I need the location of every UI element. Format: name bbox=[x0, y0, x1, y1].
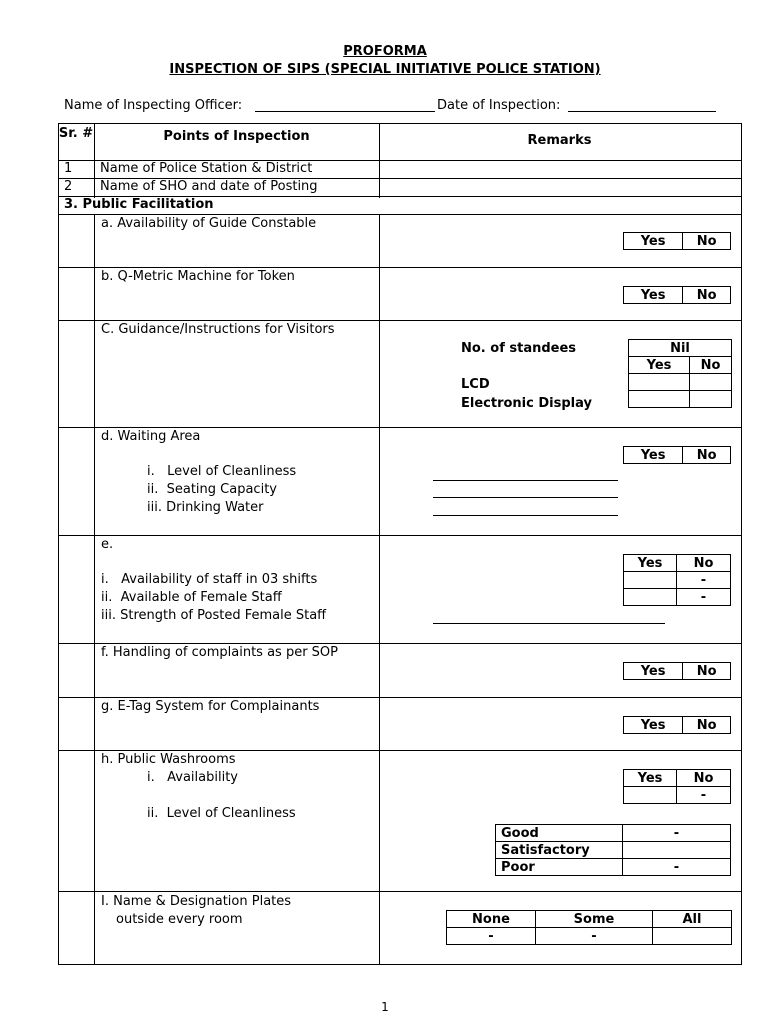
item-d-yesno bbox=[623, 446, 731, 464]
item-I-label-2: outside every room bbox=[116, 912, 243, 927]
page-number: 1 bbox=[381, 1000, 389, 1014]
page-title: PROFORMA bbox=[343, 44, 427, 59]
item-a-yesno bbox=[623, 232, 731, 250]
row-divider bbox=[58, 427, 741, 428]
female-yes-cell[interactable] bbox=[624, 589, 677, 606]
cleanliness-field[interactable] bbox=[433, 480, 618, 481]
officer-field[interactable] bbox=[255, 111, 435, 112]
section-3-heading: 3. Public Facilitation bbox=[64, 197, 214, 212]
item-e-grid bbox=[623, 554, 731, 606]
display-yes-cell[interactable] bbox=[629, 391, 690, 408]
item-b-yesno bbox=[623, 286, 731, 304]
plates-all: All bbox=[653, 911, 732, 928]
item-a-label: a. Availability of Guide Constable bbox=[101, 216, 317, 231]
nil-cell[interactable]: Nil bbox=[629, 340, 732, 357]
no-cell[interactable]: No bbox=[677, 555, 731, 572]
yes-cell[interactable]: Yes bbox=[624, 663, 683, 680]
date-label: Date of Inspection: bbox=[437, 98, 561, 113]
no-cell[interactable]: No bbox=[683, 233, 731, 250]
lcd-label: LCD bbox=[461, 377, 490, 392]
item-d-iii: iii. Drinking Water bbox=[147, 500, 264, 515]
item-f-label: f. Handling of complaints as per SOP bbox=[101, 645, 339, 660]
shifts-yes-cell[interactable] bbox=[624, 572, 677, 589]
row-divider bbox=[58, 320, 741, 321]
rating-good: Good bbox=[496, 825, 623, 842]
no-cell[interactable]: No bbox=[683, 663, 731, 680]
no-cell[interactable]: No bbox=[677, 770, 731, 787]
rating-satisfactory: Satisfactory bbox=[496, 842, 623, 859]
lcd-no-cell[interactable] bbox=[690, 374, 732, 391]
display-no-cell[interactable] bbox=[690, 391, 732, 408]
item-b-label: b. Q-Metric Machine for Token bbox=[101, 269, 295, 284]
item-f-yesno bbox=[623, 662, 731, 680]
item-h-i: i. Availability bbox=[147, 770, 238, 785]
yes-cell[interactable]: Yes bbox=[624, 717, 683, 734]
no-cell[interactable]: No bbox=[683, 447, 731, 464]
standees-label: No. of standees bbox=[461, 341, 577, 356]
row-divider bbox=[58, 891, 741, 892]
row-divider bbox=[58, 535, 741, 536]
item-g-label: g. E-Tag System for Complainants bbox=[101, 699, 320, 714]
female-no-cell[interactable]: - bbox=[677, 589, 731, 606]
plates-some: Some bbox=[536, 911, 653, 928]
date-field[interactable] bbox=[568, 111, 716, 112]
row1-sr: 1 bbox=[64, 161, 73, 176]
name-plates-grid bbox=[446, 910, 732, 945]
col-divider bbox=[94, 214, 95, 964]
no-cell[interactable]: No bbox=[683, 287, 731, 304]
lcd-yes-cell[interactable] bbox=[629, 374, 690, 391]
item-d-i: i. Level of Cleanliness bbox=[147, 464, 297, 479]
no-cell[interactable]: No bbox=[690, 357, 732, 374]
item-e-label: e. bbox=[101, 537, 114, 552]
page-subtitle: INSPECTION OF SIPS (SPECIAL INITIATIVE POLICE STATION) bbox=[169, 62, 601, 77]
yes-cell[interactable]: Yes bbox=[624, 233, 683, 250]
seating-field[interactable] bbox=[433, 497, 618, 498]
item-e-i: i. Availability of staff in 03 shifts bbox=[101, 572, 318, 587]
plates-none: None bbox=[447, 911, 536, 928]
row-divider bbox=[58, 750, 741, 751]
row-divider bbox=[58, 267, 741, 268]
row-divider bbox=[58, 643, 741, 644]
yes-cell[interactable]: Yes bbox=[624, 447, 683, 464]
item-d-ii: ii. Seating Capacity bbox=[147, 482, 277, 497]
item-c-label: C. Guidance/Instructions for Visitors bbox=[101, 322, 335, 337]
item-g-yesno bbox=[623, 716, 731, 734]
item-c-grid bbox=[628, 339, 732, 408]
yes-cell[interactable]: Yes bbox=[629, 357, 690, 374]
all-value[interactable] bbox=[653, 928, 732, 945]
row-divider bbox=[58, 697, 741, 698]
item-e-ii: ii. Available of Female Staff bbox=[101, 590, 282, 605]
item-I-label: I. Name & Designation Plates bbox=[101, 894, 292, 909]
col-remarks-header: Remarks bbox=[527, 133, 592, 148]
cleanliness-rating-grid bbox=[495, 824, 731, 876]
none-value[interactable]: - bbox=[447, 928, 536, 945]
yes-cell[interactable]: Yes bbox=[624, 555, 677, 572]
availability-no-cell[interactable]: - bbox=[677, 787, 731, 804]
row-divider bbox=[58, 214, 741, 215]
drinking-water-field[interactable] bbox=[433, 515, 618, 516]
item-h-label: h. Public Washrooms bbox=[101, 752, 236, 767]
row2-text: Name of SHO and date of Posting bbox=[100, 179, 318, 194]
poor-value[interactable]: - bbox=[623, 859, 731, 876]
rating-poor: Poor bbox=[496, 859, 623, 876]
item-e-iii: iii. Strength of Posted Female Staff bbox=[101, 608, 327, 623]
female-strength-field[interactable] bbox=[433, 623, 665, 624]
col-sr-header: Sr. # bbox=[58, 126, 94, 141]
shifts-no-cell[interactable]: - bbox=[677, 572, 731, 589]
some-value[interactable]: - bbox=[536, 928, 653, 945]
yes-cell[interactable]: Yes bbox=[624, 287, 683, 304]
satisfactory-value[interactable] bbox=[623, 842, 731, 859]
good-value[interactable]: - bbox=[623, 825, 731, 842]
col-points-header: Points of Inspection bbox=[163, 129, 310, 144]
col-divider bbox=[379, 214, 380, 964]
no-cell[interactable]: No bbox=[683, 717, 731, 734]
row2-sr: 2 bbox=[64, 179, 73, 194]
item-h-yesno bbox=[623, 769, 731, 804]
electronic-display-label: Electronic Display bbox=[461, 396, 592, 411]
availability-yes-cell[interactable] bbox=[624, 787, 677, 804]
item-d-label: d. Waiting Area bbox=[101, 429, 201, 444]
yes-cell[interactable]: Yes bbox=[624, 770, 677, 787]
row1-text: Name of Police Station & District bbox=[100, 161, 313, 176]
item-h-ii: ii. Level of Cleanliness bbox=[147, 806, 296, 821]
officer-label: Name of Inspecting Officer: bbox=[64, 98, 243, 113]
